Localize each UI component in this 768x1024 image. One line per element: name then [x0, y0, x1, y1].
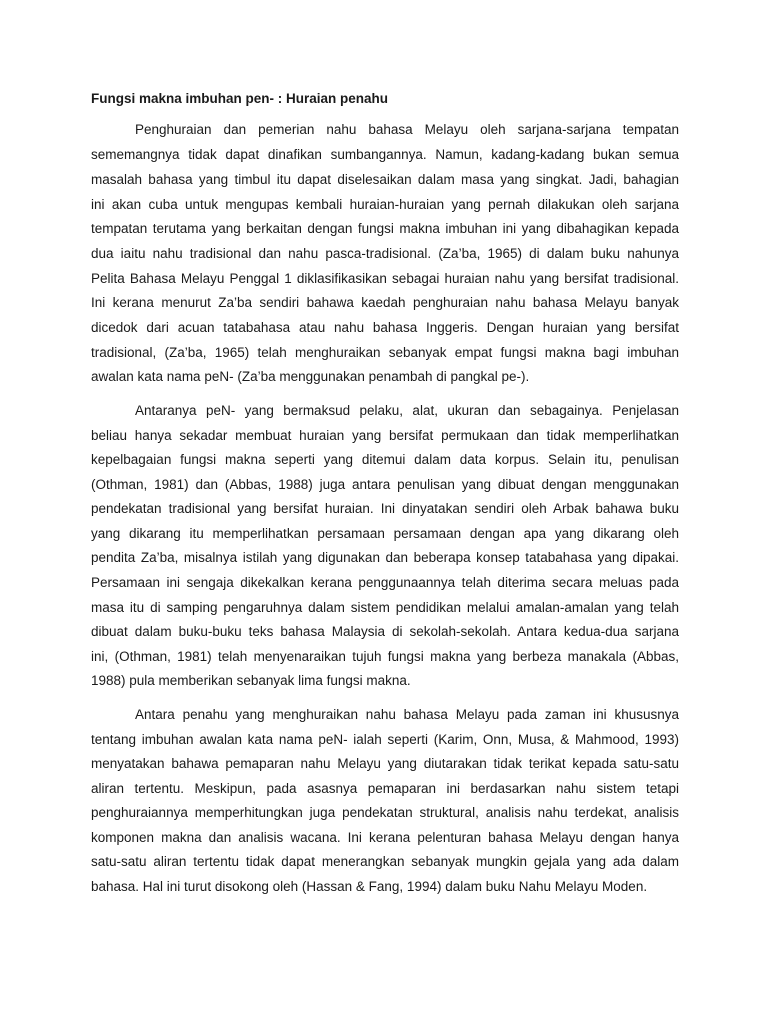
- paragraph-2-line-4: (Othman, 1981) dan (Abbas, 1988) juga antara penulisan yang dibuat dengan menggunakan: [91, 477, 679, 492]
- paragraph-1-line-3: masalah bahasa yang timbul itu dapat diselesaikan dalam masa yang singkat. Jadi, bahagian: [91, 172, 679, 187]
- paragraph-2-line-12: 1988) pula memberikan sebanyak lima fungsi makna.: [91, 673, 411, 688]
- paragraph-1-line-8: Ini kerana menurut Za’ba sendiri bahawa kaedah penghuraian nahu bahasa Melayu banyak: [91, 295, 679, 310]
- paragraph-3-line-1: Antara penahu yang menghuraikan nahu bahasa Melayu pada zaman ini khususnya: [135, 707, 679, 722]
- paragraph-1-line-6: dua iaitu nahu tradisional dan nahu pasca-tradisional. (Za’ba, 1965) di dalam buku nahunya: [91, 246, 679, 261]
- paragraph-2-line-11: ini, (Othman, 1981) telah menyenaraikan tujuh fungsi makna yang berbeza manakala (Abbas,: [91, 649, 679, 664]
- paragraph-2-line-9: masa itu di samping pengaruhnya dalam sistem pendidikan melalui amalan-amalan yang telah: [91, 600, 679, 615]
- paragraph-2-line-8: Persamaan ini sengaja dikekalkan kerana penggunaannya telah diterima secara meluas pada: [91, 575, 679, 590]
- paragraph-2-line-6: yang dikarang itu memperlihatkan persamaan persamaan dengan apa yang dikarang oleh: [91, 526, 679, 541]
- paragraph-3-line-8: bahasa. Hal ini turut disokong oleh (Hassan & Fang, 1994) dalam buku Nahu Melayu Moden.: [91, 879, 648, 894]
- paragraph-3-line-2: tentang imbuhan awalan kata nama peN- ialah seperti (Karim, Onn, Musa, & Mahmood, 1993): [91, 732, 679, 747]
- paragraph-1-line-1: Penghuraian dan pemerian nahu bahasa Melayu oleh sarjana-sarjana tempatan: [135, 122, 679, 137]
- paragraph-3-line-4: aliran tertentu. Meskipun, pada asasnya pemaparan ini berdasarkan nahu sistem tetapi: [91, 781, 679, 796]
- paragraph-2-line-7: pendita Za’ba, misalnya istilah yang digunakan dan beberapa konsep tatabahasa yang dipakai.: [91, 550, 679, 565]
- paragraph-2-line-1: Antaranya peN- yang bermaksud pelaku, alat, ukuran dan sebagainya. Penjelasan: [135, 403, 679, 418]
- paragraph-2-line-2: beliau hanya sekadar membuat huraian yang bersifat permukaan dan tidak memperlihatkan: [91, 428, 679, 443]
- paragraph-1-line-5: tempatan terutama yang berkaitan dengan fungsi makna imbuhan ini yang dibahagikan kepada: [91, 221, 679, 236]
- paragraph-2-line-5: pendekatan tradisional yang bersifat huraian. Ini dinyatakan sendiri oleh Arbak bahawa buku: [91, 501, 679, 516]
- paragraph-1-line-10: tradisional, (Za’ba, 1965) telah menghuraikan sebanyak empat fungsi makna bagi imbuhan: [91, 345, 679, 360]
- paragraph-2-line-3: kepelbagaian fungsi makna seperti yang ditemui dalam data korpus. Selain itu, penulisan: [91, 452, 679, 467]
- paragraph-1-line-4: ini akan cuba untuk mengupas kembali huraian-huraian yang pernah dilakukan oleh sarjana: [91, 197, 679, 212]
- paragraph-3-line-7: satu-satu aliran tertentu tidak dapat menerangkan sebanyak mungkin gejala yang ada dalam: [91, 854, 679, 869]
- paragraph-1-line-2: sememangnya tidak dapat dinafikan sumbangannya. Namun, kadang-kadang bukan semua: [91, 147, 679, 162]
- paragraph-1-line-9: dicedok dari acuan tatabahasa atau nahu bahasa Inggeris. Dengan huraian yang bersifat: [91, 320, 679, 335]
- paragraph-1-line-11: awalan kata nama peN- (Za’ba menggunakan penambah di pangkal pe-).: [91, 369, 530, 384]
- paragraph-3-line-5: penghuraiannya memperhitungkan juga pendekatan struktural, analisis nahu terdekat, analisis: [91, 805, 679, 820]
- paragraph-3-line-6: komponen makna dan analisis wacana. Ini kerana pelenturan bahasa Melayu dengan hanya: [91, 830, 679, 845]
- paragraph-3-line-3: menyatakan bahawa pemaparan nahu Melayu yang diutarakan tidak terikat kepada satu-satu: [91, 756, 679, 771]
- document-title: Fungsi makna imbuhan pen- : Huraian penahu: [91, 91, 389, 106]
- paragraph-1-line-7: Pelita Bahasa Melayu Penggal 1 diklasifikasikan sebagai huraian nahu yang bersifat tradisional.: [91, 271, 679, 286]
- paragraph-2-line-10: dibuat dalam buku-buku teks bahasa Malaysia di sekolah-sekolah. Antara kedua-dua sarjana: [91, 624, 679, 639]
